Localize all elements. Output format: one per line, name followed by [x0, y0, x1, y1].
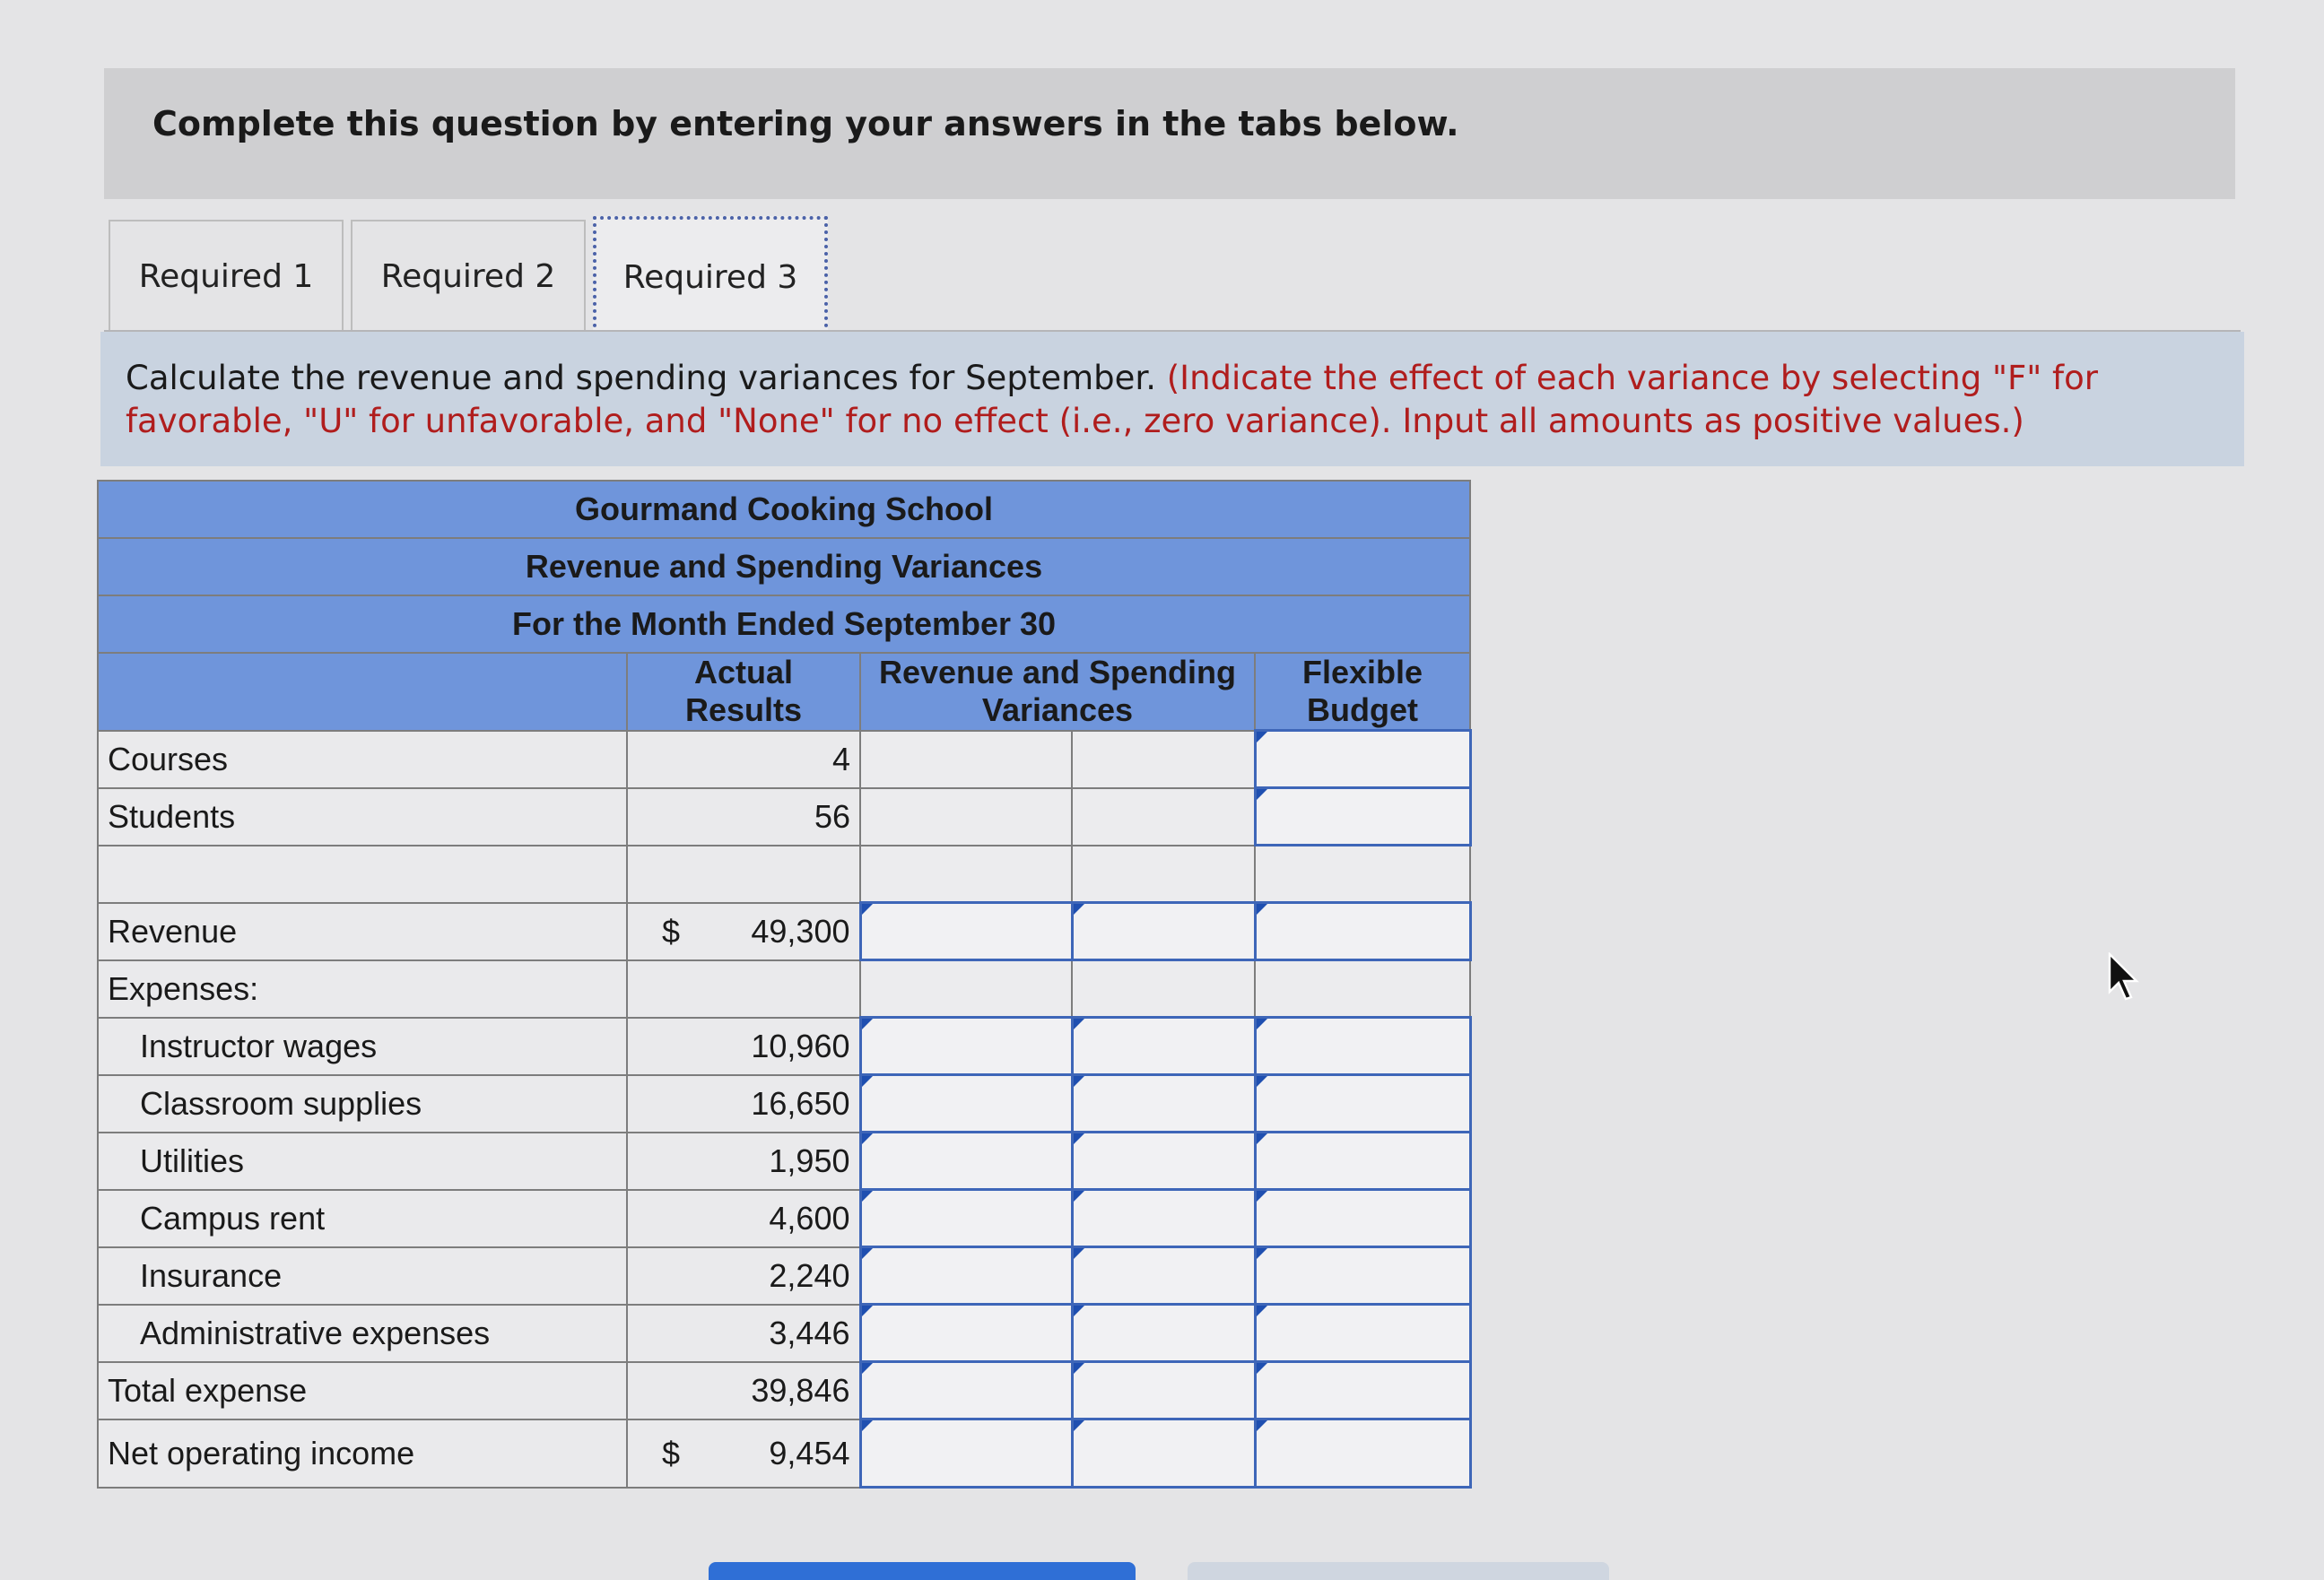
row-revenue — [98, 903, 1470, 960]
row-label: Classroom supplies — [98, 1075, 627, 1133]
variance-effect-select[interactable] — [1072, 1419, 1255, 1488]
blank-cell — [627, 846, 860, 903]
amount: 9,454 — [769, 1434, 850, 1471]
row-total-expense — [98, 1362, 1470, 1419]
variance-amount-input[interactable] — [860, 903, 1072, 960]
actual-value — [627, 1419, 860, 1488]
row-expenses — [98, 960, 1470, 1018]
actual-value: 56 — [627, 788, 860, 846]
question-banner — [104, 68, 2235, 199]
prev-button[interactable] — [709, 1562, 1136, 1580]
flexible-budget-input[interactable] — [1255, 1075, 1470, 1133]
amount: 49,300 — [751, 912, 850, 950]
flexible-budget-input[interactable] — [1255, 1247, 1470, 1305]
actual-value — [627, 903, 860, 960]
variance-effect-select[interactable] — [1072, 1362, 1255, 1419]
variance-amount-input[interactable] — [860, 1247, 1072, 1305]
report-period: For the Month Ended September 30 — [98, 595, 1470, 653]
actual-value: 3,446 — [627, 1305, 860, 1362]
instruction-note: (Indicate the effect of each variance by selecting "F" for favorable, "U" for unfavorable, and "None" for no effect (i.e., zero variance). Input all amounts as positive values.) — [126, 359, 2098, 440]
row-campus-rent — [98, 1190, 1470, 1247]
tab-bar — [109, 220, 835, 331]
flexible-budget-header: Flexible Budget — [1255, 653, 1470, 731]
variance-effect-select[interactable] — [1072, 1190, 1255, 1247]
flexible-budget-input[interactable] — [1255, 731, 1470, 788]
row-label: Utilities — [98, 1133, 627, 1190]
blank-cell — [1255, 846, 1470, 903]
variance-effect-cell — [1072, 731, 1255, 788]
row-utilities — [98, 1133, 1470, 1190]
row-label: Administrative expenses — [98, 1305, 627, 1362]
row-classroom-supplies — [98, 1075, 1470, 1133]
variance-cell — [860, 731, 1072, 788]
variance-amount-input[interactable] — [860, 1190, 1072, 1247]
blank-cell — [1255, 960, 1470, 1018]
variance-effect-select[interactable] — [1072, 903, 1255, 960]
flexible-budget-input[interactable] — [1255, 1018, 1470, 1075]
next-button[interactable] — [1188, 1562, 1609, 1580]
flexible-budget-input[interactable] — [1255, 1133, 1470, 1190]
variance-amount-input[interactable] — [860, 1305, 1072, 1362]
actual-value: 16,650 — [627, 1075, 860, 1133]
actual-value: 4 — [627, 731, 860, 788]
tab-required-2[interactable]: Required 2 — [351, 220, 586, 331]
blank-cell — [98, 846, 627, 903]
row-label: Revenue — [98, 903, 627, 960]
row-label: Instructor wages — [98, 1018, 627, 1075]
currency-symbol: $ — [662, 912, 681, 950]
actual-value: 1,950 — [627, 1133, 860, 1190]
company-name: Gourmand Cooking School — [98, 481, 1470, 538]
variance-effect-cell — [1072, 788, 1255, 846]
row-label: Total expense — [98, 1362, 627, 1419]
row-net-operating-income — [98, 1419, 1470, 1488]
variance-amount-input[interactable] — [860, 1419, 1072, 1488]
actual-value: 10,960 — [627, 1018, 860, 1075]
variance-effect-select[interactable] — [1072, 1247, 1255, 1305]
instruction-panel — [100, 332, 2244, 466]
row-label: Courses — [98, 731, 627, 788]
row-courses — [98, 731, 1470, 788]
row-label: Expenses: — [98, 960, 627, 1018]
flexible-budget-input[interactable] — [1255, 903, 1470, 960]
tab-required-1[interactable]: Required 1 — [109, 220, 344, 331]
row-administrative-expenses — [98, 1305, 1470, 1362]
flexible-budget-input[interactable] — [1255, 1362, 1470, 1419]
row-label: Net operating income — [98, 1419, 627, 1488]
blank-cell — [1072, 846, 1255, 903]
flexible-budget-input[interactable] — [1255, 1190, 1470, 1247]
mouse-pointer-icon — [2108, 952, 2144, 1003]
banner-text: Complete this question by entering your answers in the tabs below. — [152, 104, 1459, 143]
row-insurance — [98, 1247, 1470, 1305]
actual-results-header: Actual Results — [627, 653, 860, 731]
row-students — [98, 788, 1470, 846]
row-label: Insurance — [98, 1247, 627, 1305]
blank-cell — [860, 846, 1072, 903]
currency-symbol: $ — [662, 1434, 681, 1471]
blank-cell — [860, 960, 1072, 1018]
variance-report — [97, 480, 1469, 1489]
variance-amount-input[interactable] — [860, 1075, 1072, 1133]
variance-cell — [860, 788, 1072, 846]
instruction-text: Calculate the revenue and spending variances for September. — [126, 359, 1156, 397]
variance-effect-select[interactable] — [1072, 1133, 1255, 1190]
actual-value: 4,600 — [627, 1190, 860, 1247]
actual-value: 2,240 — [627, 1247, 860, 1305]
row-instructor-wages — [98, 1018, 1470, 1075]
row-label: Campus rent — [98, 1190, 627, 1247]
report-table — [97, 480, 1472, 1489]
variance-effect-select[interactable] — [1072, 1018, 1255, 1075]
flexible-budget-input[interactable] — [1255, 1305, 1470, 1362]
blank-cell — [627, 960, 860, 1018]
blank-cell — [1072, 960, 1255, 1018]
variances-header: Revenue and Spending Variances — [860, 653, 1255, 731]
row-blank — [98, 846, 1470, 903]
variance-amount-input[interactable] — [860, 1018, 1072, 1075]
variance-effect-select[interactable] — [1072, 1075, 1255, 1133]
report-title: Revenue and Spending Variances — [98, 538, 1470, 595]
flexible-budget-input[interactable] — [1255, 788, 1470, 846]
tab-required-3[interactable]: Required 3 — [593, 216, 828, 334]
variance-effect-select[interactable] — [1072, 1305, 1255, 1362]
flexible-budget-input[interactable] — [1255, 1419, 1470, 1488]
label-column-header — [98, 653, 627, 731]
variance-amount-input[interactable] — [860, 1133, 1072, 1190]
variance-amount-input[interactable] — [860, 1362, 1072, 1419]
actual-value: 39,846 — [627, 1362, 860, 1419]
row-label: Students — [98, 788, 627, 846]
